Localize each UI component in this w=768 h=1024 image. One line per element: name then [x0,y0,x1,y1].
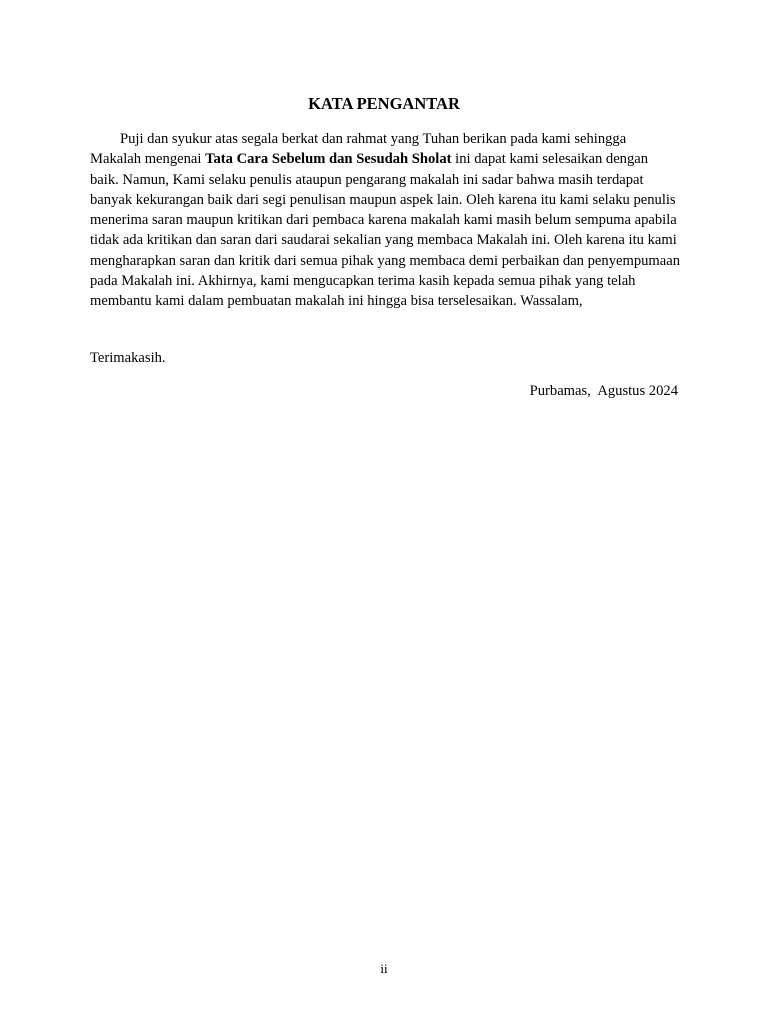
page-number: ii [380,961,388,976]
body-text [90,129,680,312]
place-date: Purbamas, Agustus 2024 [529,383,678,399]
preface-paragraph [90,129,680,312]
paragraph-text-end: ini dapat kami selesaikan dengan baik. Namun, Kami selaku penulis ataupun pengarang makalah ini sadar bahwa masih terdapat banyak kekurangan baik dari segi penulisan maupun aspek lain. Oleh karena itu kami selaku penulis menerima saran maupun kritikan dari pembaca karena makalah kami masih belum sempuma apabila tidak ada kritikan dan saran dari saudarai sekalian yang membaca Makalah ini. Oleh karena itu kami mengharapkan saran dan kritik dari semua pihak yang membaca demi perbaikan dan penyempumaan pada Makalah ini. Akhirnya, kami mengucapkan terima kasih kepada semua pihak yang telah membantu kami dalam pembuatan makalah ini hingga bisa terselesaikan. Wassalam, [90,151,681,310]
closing-text: Terimakasih. [90,350,166,366]
page-title: KATA PENGANTAR [308,94,460,113]
paragraph-text-start: Puji dan syukur atas segala berkat dan rahmat yang Tuhan berikan pada kami sehingga Makalah mengenai [90,131,627,168]
paragraph-bold-topic: Tata Cara Sebelum dan Sesudah Sholat [205,151,452,168]
